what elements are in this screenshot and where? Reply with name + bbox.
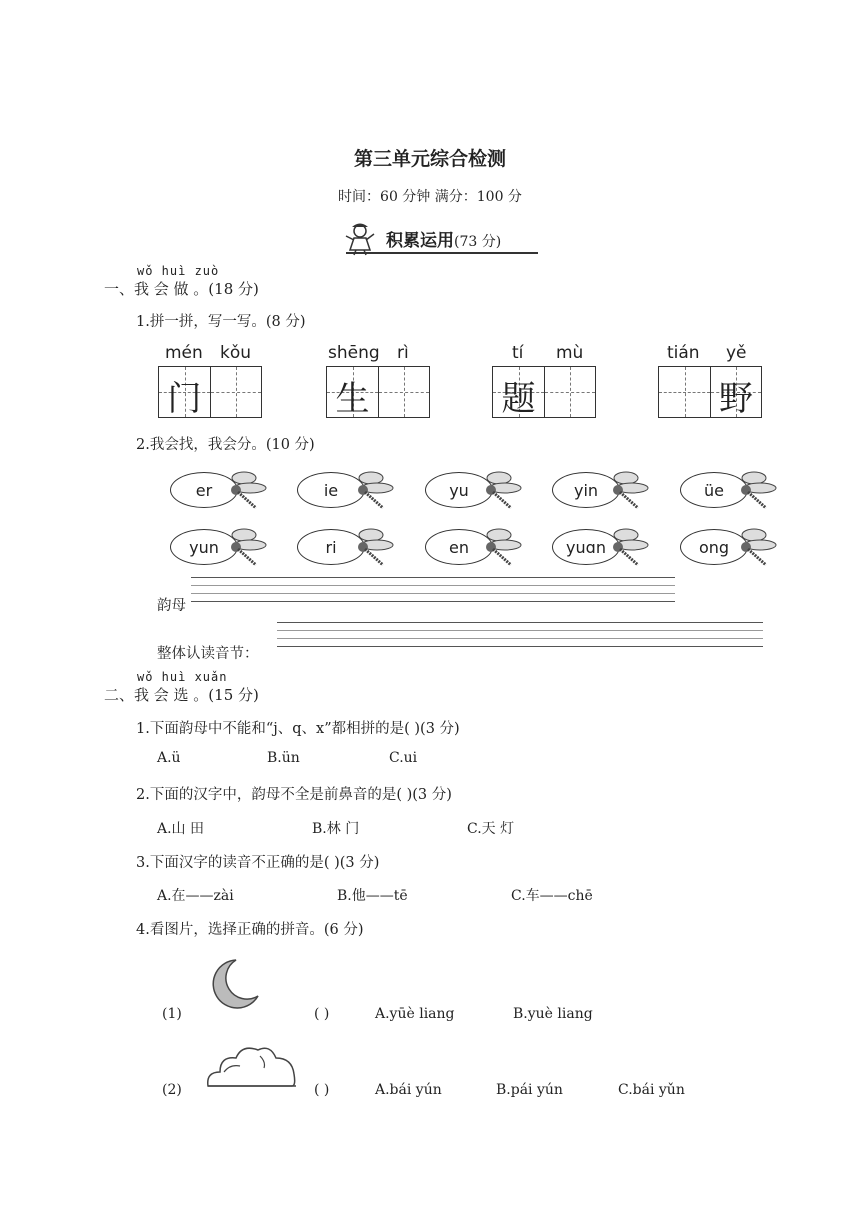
writing-grid-4[interactable] <box>658 366 762 418</box>
option-c[interactable]: C.bái yǔn <box>618 1082 685 1098</box>
syllable-oval: yin <box>552 472 620 508</box>
answer-paren[interactable]: ( ) <box>314 1006 330 1022</box>
grid1-char1: 门 <box>167 379 202 419</box>
question-2-3: 3.下面汉字的读音不正确的是( )(3 分) <box>136 855 380 871</box>
syllable-oval: ong <box>680 529 748 565</box>
option-a[interactable]: A.在——zài <box>157 888 234 904</box>
grid4-char2: 野 <box>719 379 753 419</box>
banner-score: (73 分) <box>454 234 502 250</box>
syllable-card[interactable] <box>425 525 525 569</box>
syllable-oval: üe <box>680 472 748 508</box>
grid1-pinyin1: mén <box>165 343 203 363</box>
grid3-pinyin1: tí <box>512 343 524 363</box>
syllable-card[interactable] <box>552 525 652 569</box>
syllable-card[interactable] <box>680 468 780 512</box>
syllable-oval: en <box>425 529 493 565</box>
syllable-card[interactable] <box>297 525 397 569</box>
syllable-oval: yun <box>170 529 238 565</box>
dragonfly-icon <box>738 468 780 512</box>
grid2-char1: 生 <box>335 379 370 419</box>
syllables-answer-lines[interactable] <box>277 622 763 647</box>
option-c[interactable]: C.车——chē <box>511 888 593 904</box>
dragonfly-icon <box>355 525 397 569</box>
option-b[interactable]: B.yuè liang <box>513 1006 593 1022</box>
question-2-4: 4.看图片，选择正确的拼音。(6 分) <box>136 922 364 938</box>
item-number: (2) <box>162 1082 182 1098</box>
dragonfly-icon <box>738 525 780 569</box>
syllables-label: 整体认读音节： <box>157 646 259 662</box>
section1-heading: 一、我 会 做 。(18 分) <box>104 280 259 298</box>
page-title: 第三单元综合检测 <box>353 148 506 170</box>
grid1-pinyin2: kǒu <box>220 343 252 363</box>
banner-title: 积累运用 <box>386 231 454 251</box>
girl-icon <box>342 222 382 256</box>
dragonfly-icon <box>610 468 652 512</box>
section2-heading: 二、我 会 选 。(15 分) <box>104 686 259 704</box>
finals-label: 韵母 <box>157 598 186 614</box>
dragonfly-icon <box>355 468 397 512</box>
exam-meta: 时间：60 分钟 满分：100 分 <box>338 189 522 205</box>
dragonfly-icon <box>610 525 652 569</box>
item-number: (1) <box>162 1006 182 1022</box>
option-b[interactable]: B.林 门 <box>312 821 360 837</box>
banner-underline <box>346 252 538 254</box>
syllable-card[interactable] <box>297 468 397 512</box>
section-banner <box>342 222 542 256</box>
syllable-oval: yu <box>425 472 493 508</box>
section2-pinyin: wǒ huì xuǎn <box>137 670 228 684</box>
syllable-card[interactable] <box>425 468 525 512</box>
option-c[interactable]: C.ui <box>389 750 418 766</box>
writing-grid-1[interactable] <box>158 366 262 418</box>
grid2-pinyin2: rì <box>397 343 409 363</box>
question-2-1: 1.下面韵母中不能和“j、q、x”都相拼的是( )(3 分) <box>136 721 460 737</box>
dragonfly-icon <box>483 468 525 512</box>
moon-icon <box>206 956 262 1010</box>
option-c[interactable]: C.天 灯 <box>467 821 515 837</box>
grid3-char1: 题 <box>501 379 536 419</box>
option-b[interactable]: B.ün <box>267 750 300 766</box>
option-b[interactable]: B.pái yún <box>496 1082 563 1098</box>
option-a[interactable]: A.山 田 <box>157 821 205 837</box>
option-a[interactable]: A.bái yún <box>375 1082 442 1098</box>
option-a[interactable]: A.ü <box>157 750 181 766</box>
syllable-oval: ri <box>297 529 365 565</box>
syllable-card[interactable] <box>552 468 652 512</box>
syllable-card[interactable] <box>170 468 270 512</box>
grid3-pinyin2: mù <box>556 343 584 363</box>
answer-paren[interactable]: ( ) <box>314 1082 330 1098</box>
grid4-pinyin1: tián <box>667 343 700 363</box>
question-1-1: 1.拼一拼，写一写。(8 分) <box>136 314 306 330</box>
syllable-oval: er <box>170 472 238 508</box>
syllable-card[interactable] <box>170 525 270 569</box>
writing-grid-2[interactable] <box>326 366 430 418</box>
syllable-oval: yuɑn <box>552 529 620 565</box>
question-2-2: 2.下面的汉字中，韵母不全是前鼻音的是( )(3 分) <box>136 787 452 803</box>
finals-answer-lines[interactable] <box>191 577 675 602</box>
dragonfly-icon <box>483 525 525 569</box>
option-b[interactable]: B.他——tē <box>337 888 408 904</box>
grid2-pinyin1: shēng <box>328 343 380 363</box>
cloud-icon <box>204 1042 298 1090</box>
dragonfly-icon <box>228 525 270 569</box>
section1-pinyin: wǒ huì zuò <box>137 264 220 278</box>
question-1-2: 2.我会找，我会分。(10 分) <box>136 437 315 453</box>
grid4-pinyin2: yě <box>726 343 747 363</box>
dragonfly-icon <box>228 468 270 512</box>
option-a[interactable]: A.yūè liang <box>375 1006 455 1022</box>
syllable-card[interactable] <box>680 525 780 569</box>
writing-grid-3[interactable] <box>492 366 596 418</box>
syllable-oval: ie <box>297 472 365 508</box>
